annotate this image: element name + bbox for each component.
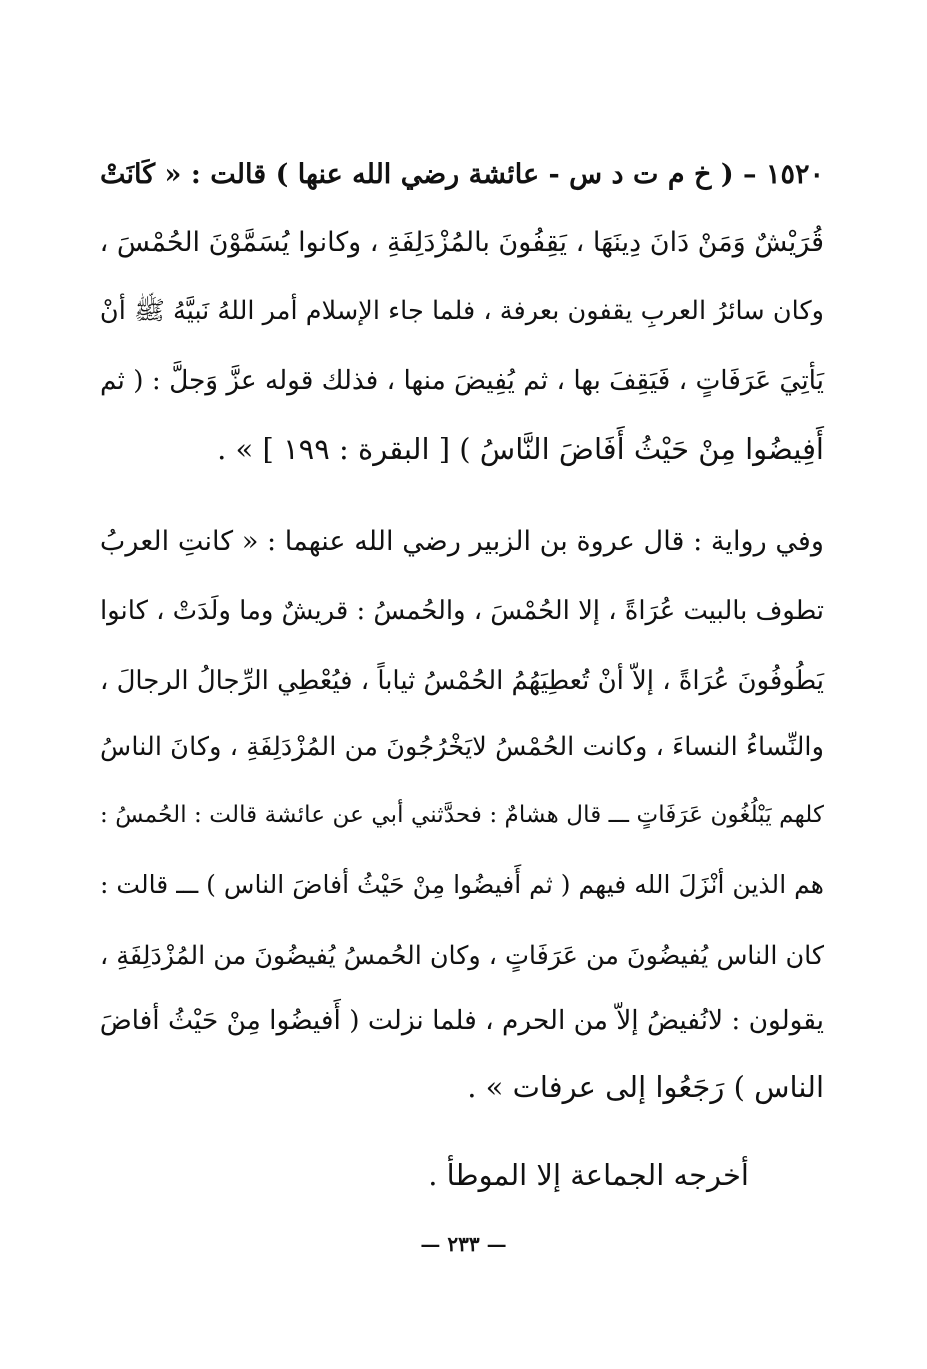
riwaya-line: يَطُوفُونَ عُرَاةً ، إلاّ أنْ تُعطِيَهُمُ الحُمْسُ ثياباً ، فيُعْطِي الرِّجالُ الرجالَ ، bbox=[100, 666, 824, 696]
riwaya-line: يقولون : لانُفيضُ إلاّ من الحرم ، فلما نزلت ( أَفيضُوا مِنْ حَيْثُ أفاضَ bbox=[99, 1006, 824, 1036]
page-number: — ٢٣٣ — bbox=[420, 1232, 507, 1256]
hadith-line: قُرَيْشٌ وَمَنْ دَانَ دِينَهَا ، يَقِفُونَ بالمُزْدَلِفَةِ ، وكانوا يُسَمَّوْنَ الحُمْسَ ، bbox=[99, 227, 824, 258]
hadith-line: وكان سائرُ العربِ يقفون بعرفة ، فلما جاء الإسلام أمر اللهُ نَبيَّهُ ﷺ أنْ bbox=[99, 296, 824, 326]
hadith-line: يَأتِيَ عَرَفَاتٍ ، فَيَقِفَ بها ، ثم يُفِيضَ منها ، فذلك قوله عزَّ وَجلَّ : ( ثم bbox=[100, 366, 824, 396]
riwaya-line: الناس ) رَجَعُوا إلى عرفات » . bbox=[467, 1070, 824, 1104]
hadith-header: ١٥٢٠ – ( خ م ت د س - عائشة رضي الله عنها ) قالت : « كَانَتْ bbox=[100, 159, 824, 190]
takhrij-note: أخرجه الجماعة إلا الموطأ . bbox=[428, 1158, 749, 1192]
riwaya-line: تطوف بالبيت عُرَاةً ، إلا الحُمْسَ ، والحُمسُ : قريشٌ وما ولَدَتْ ، كانوا bbox=[100, 596, 824, 626]
riwaya-line: كان الناس يُفيضُونَ من عَرَفَاتٍ ، وكان الحُمسُ يُفيضُونَ من المُزْدَلِفَةِ ، bbox=[100, 940, 824, 970]
riwaya-line: وفي رواية : قال عروة بن الزبير رضي الله عنهما : « كانتِ العربُ bbox=[99, 526, 824, 557]
hadith-line: أَفِيضُوا مِنْ حَيْثُ أَفَاضَ النَّاسُ ) [ البقرة : ١٩٩ ] » . bbox=[217, 432, 824, 466]
riwaya-line: كلهم يَبْلُغُون عَرَفَاتٍ ـــ قال هشامٌ : فحدَّثني أبي عن عائشة قالت : الحُمسُ : bbox=[100, 801, 824, 828]
riwaya-line: والنِّساءُ النساءَ ، وكانت الحُمْسُ لايَخْرُجُونَ من المُزْدَلِفَةِ ، وكانَ الناسُ bbox=[100, 732, 824, 762]
riwaya-line: هم الذين أنْزَلَ الله فيهم ( ثم أَفيضُوا مِنْ حَيْثُ أفاضَ الناس ) ـــ قالت : bbox=[100, 870, 824, 899]
